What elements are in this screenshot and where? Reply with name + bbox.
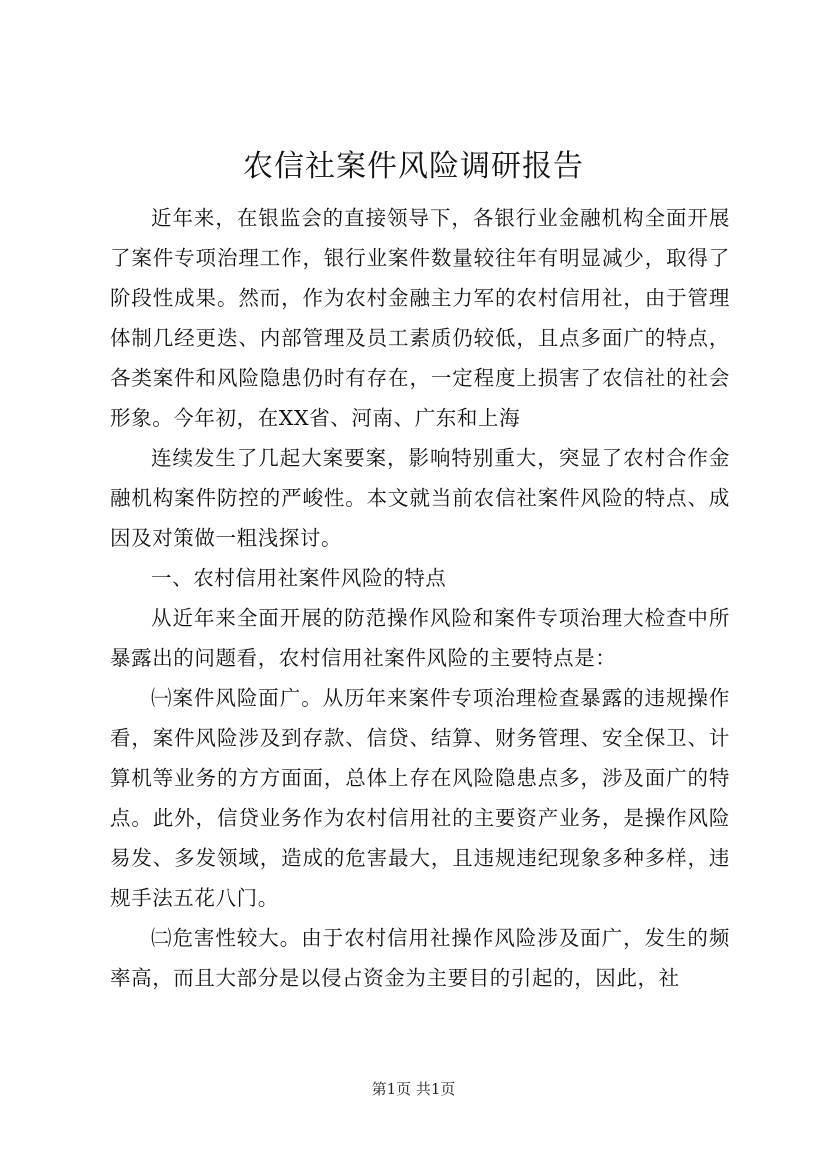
paragraph-features-intro: 从近年来全面开展的防范操作风险和案件专项治理大检查中所暴露出的问题看，农村信用社案件风险的主要特点是： — [110, 606, 730, 670]
page-footer: 第1页 共1页 — [371, 1080, 456, 1098]
paragraph-feature-1: ㈠案件风险面广。从历年来案件专项治理检查暴露的违规操作看，案件风险涉及到存款、信贷、结算、财务管理、安全保卫、计算机等业务的方方面面，总体上存在风险隐患点多，涉及面广的特点。此外，信贷业务作为农村信用社的主要资产业务，是操作风险易发、多发领域，造成的危害最大，且违规违纪现象多种多样，违规手法五花八门。 — [110, 686, 730, 910]
document-title: 农信社案件风险调研报告 — [243, 149, 584, 184]
paragraph-feature-2: ㈡危害性较大。由于农村信用社操作风险涉及面广，发生的频率高，而且大部分是以侵占资金为主要目的引起的，因此，社 — [110, 926, 730, 990]
document-body — [110, 198, 730, 998]
paragraph-intro: 近年来，在银监会的直接领导下，各银行业金融机构全面开展了案件专项治理工作，银行业案件数量较往年有明显减少，取得了阶段性成果。然而，作为农村金融主力军的农村信用社，由于管理体制几经更迭、内部管理及员工素质仍较低，且点多面广的特点，各类案件和风险隐患仍时有存在，一定程度上损害了农信社的社会形象。今年初，在XX省、河南、广东和上海 — [110, 206, 730, 430]
paragraph-continuation: 连续发生了几起大案要案，影响特别重大，突显了农村合作金融机构案件防控的严峻性。本文就当前农信社案件风险的特点、成因及对策做一粗浅探讨。 — [110, 446, 730, 550]
section-heading-1: 一、农村信用社案件风险的特点 — [151, 566, 447, 590]
